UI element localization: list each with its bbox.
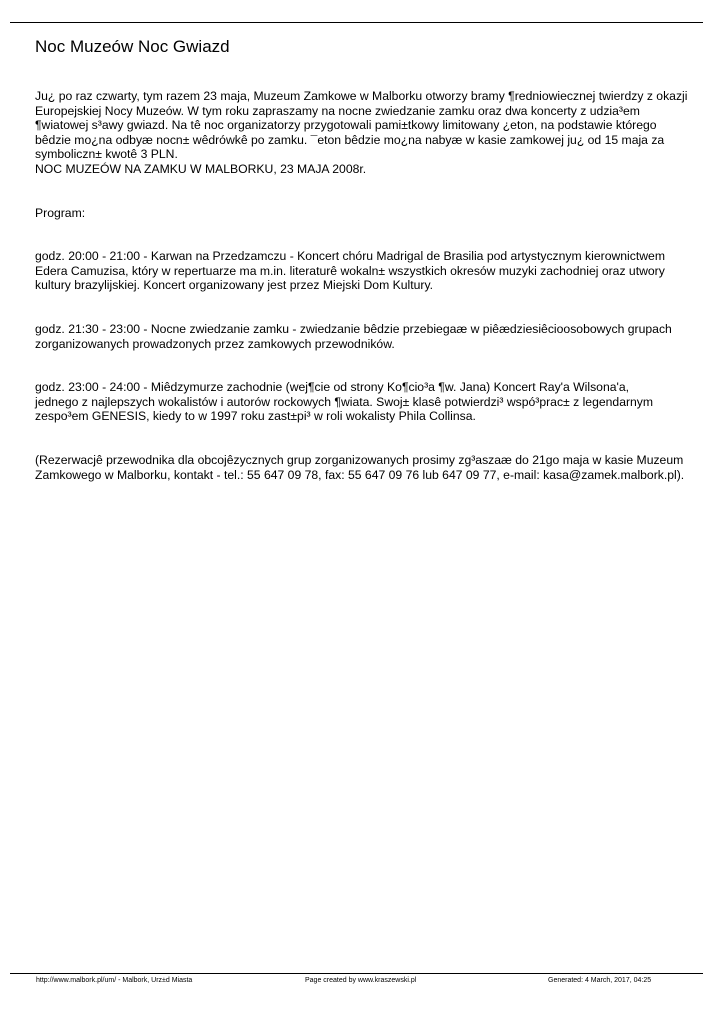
reservation-note: [35, 453, 695, 482]
program-line: godz. 21:30 - 23:00 - Nocne zwiedzanie zamku - zwiedzanie bêdzie przebiegaæ w piêædziesiêcioosobowych grupach: [35, 321, 672, 336]
header-divider: [10, 22, 703, 23]
page-title: Noc Muzeów Noc Gwiazd: [35, 37, 230, 56]
reservation-line: Zamkowego w Malborku, kontakt - tel.: 55 647 09 78, fax: 55 647 09 76 lub 647 09 77, e-mail: kasa@zamek.malbork.pl).: [35, 467, 685, 482]
program-item-1: [35, 249, 695, 293]
program-line: kultury brazylijskiej. Koncert organizowany jest przez Miejski Dom Kultury.: [35, 278, 434, 293]
intro-paragraph: [35, 89, 695, 177]
program-line: godz. 23:00 - 24:00 - Miêdzymurze zachodnie (wej¶cie od strony Ko¶cio³a ¶w. Jana) Koncert Ray'a Wilsona'a,: [35, 380, 629, 395]
footer-generated: Generated: 4 March, 2017, 04:25: [548, 977, 652, 984]
intro-line: symboliczn± kwotê 3 PLN.: [35, 147, 178, 162]
program-line: zespo³em GENESIS, kiedy to w 1997 roku zast±pi³ w roli wokalisty Phila Collinsa.: [35, 409, 476, 424]
reservation-line: (Rezerwacjê przewodnika dla obcojêzycznych grup zorganizowanych prosimy zg³aszaæ do 21go maja w kasie Muzeum: [35, 452, 684, 467]
program-line: Edera Camuzisa, który w repertuarze ma m.in. literaturê wokaln± wszystkich okresów muzyki zachodniej oraz utwory: [35, 263, 665, 278]
program-item-2: [35, 322, 695, 351]
intro-line: Ju¿ po raz czwarty, tym razem 23 maja, Muzeum Zamkowe w Malborku otworzy bramy ¶redniowiecznej twierdzy z okazji: [35, 89, 688, 103]
intro-line: bêdzie mo¿na odbyæ nocn± wêdrówkê po zamku. ¯eton bêdzie mo¿na nabyæ w kasie zamkowej ju¿ od 15 maja za: [35, 132, 665, 147]
program-item-3: [35, 380, 695, 424]
program-line: jednego z najlepszych wokalistów i autorów rockowych ¶wiata. Swoj± klasê potwierdzi³ wspó³prac± z legendarnym: [35, 394, 654, 409]
intro-line: ¶wiatowej s³awy gwiazd. Na tê noc organizatorzy przygotowali pami±tkowy limitowany ¿eton, na podstawie którego: [35, 118, 657, 133]
program-line: godz. 20:00 - 21:00 - Karwan na Przedzamczu - Koncert chóru Madrigal de Brasilia pod artystycznym kierownictwem: [35, 249, 665, 264]
program-line: zorganizowanych prowadzonych przez zamkowych przewodników.: [35, 336, 395, 351]
intro-line: Europejskiej Nocy Muzeów. W tym roku zapraszamy na nocne zwiedzanie zamku oraz dwa koncerty z udzia³em: [35, 103, 640, 118]
footer-divider: [10, 973, 703, 974]
program-label: Program:: [35, 205, 86, 220]
footer-source: http://www.malbork.pl/um/ - Malbork, Urz±d Miasta: [36, 977, 193, 984]
event-heading-line: NOC MUZEÓW NA ZAMKU W MALBORKU, 23 MAJA 2008r.: [35, 161, 367, 176]
footer-credit: Page created by www.kraszewski.pl: [305, 977, 417, 984]
article-body: [35, 89, 695, 482]
